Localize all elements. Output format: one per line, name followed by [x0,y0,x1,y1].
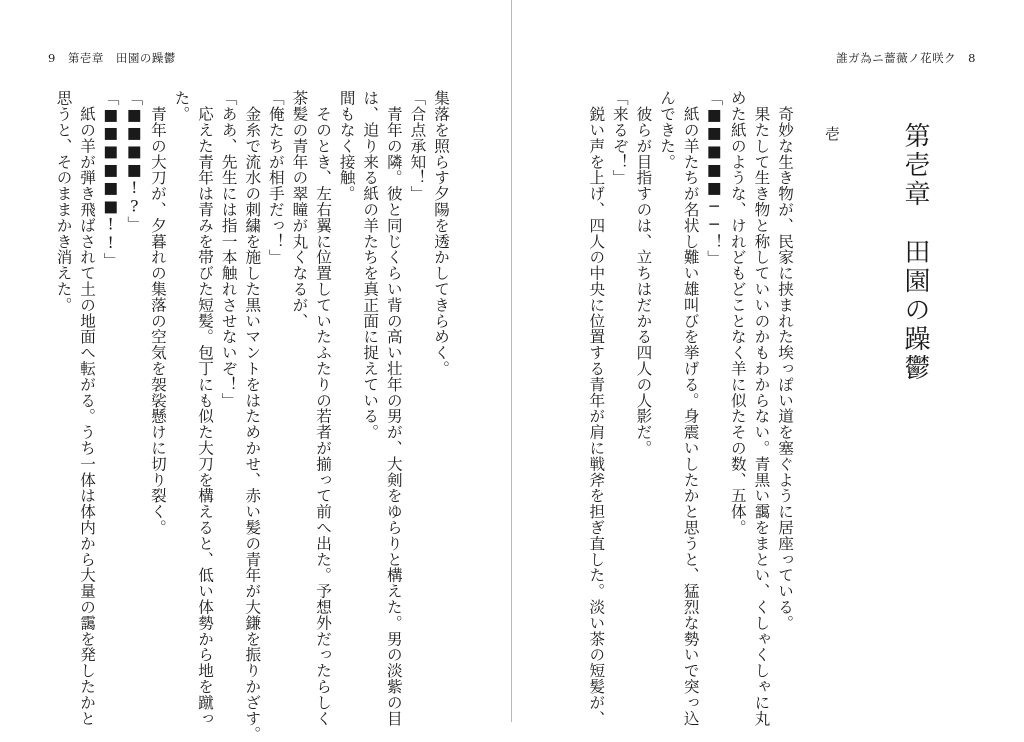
body-line: 「■■■■■──！」 [705,90,724,266]
body-line: 金糸で流水の刺繍を施した黒いマントをはためかせ、赤い髪の青年が大鎌を振りかざす。 [243,90,262,742]
body-line: 応えた青年は青みを帯びた短髪。包丁にも似た大刀を構えると、低い体勢から地を蹴っ [196,90,215,726]
left-page-chapter-header: 第壱章 田園の躁鬱 [67,51,176,65]
right-page-number: 8 [968,51,976,65]
left-page-body [54,90,452,742]
body-line: 果たして生き物と称していいのかもわからない。青黒い靄をまとい、くしゃくしゃに丸 [752,90,771,726]
chapter-title: 第壱章 田園の躁鬱 [900,122,930,383]
body-line: 彼らが目指すのは、立ちはだかる四人の人影だ。 [634,90,653,456]
body-line: 「来るぞ！」 [610,90,629,186]
body-line: 「合点承知！」 [408,90,427,202]
right-page-header [836,50,988,66]
body-line: 「■■■■!?」 [125,90,144,232]
right-page-book-title: 誰ガ為ニ薔薇ノ花咲ク [836,51,957,65]
left-page-header [36,50,176,66]
body-line: は、迫り来る紙の羊たちを真正面に捉えている。 [361,90,380,440]
body-line: 茶髪の青年の翠瞳が丸くなるが、 [290,90,309,329]
body-line: んできた。 [658,90,677,170]
body-line: 「ああ、先生には指一本触れさせないぞ！」 [219,90,238,408]
body-line: 間もなく接触。 [337,90,356,202]
body-line: 鋭い声を上げ、四人の中央に位置する青年が肩に戦斧を担ぎ直した。淡い茶の短髪が、 [587,90,606,726]
body-line: 奇妙な生き物が、民家に挟まれた埃っぽい道を塞ぐように居座っている。 [776,90,794,631]
left-page-number: 9 [48,51,56,65]
right-page [512,0,1024,726]
section-mark: 壱 [823,126,841,141]
body-line: 「■■■■■■!!」 [101,90,120,269]
body-line: 紙の羊が弾き飛ばされて土の地面へ転がる。うち一体は体内から大量の靄を発したかと [78,90,97,726]
body-line: 紙の羊たちが名状し難い雄叫びを挙げる。身震いしたかと思うと、猛烈な勢いで突っ込 [681,90,700,726]
body-line: めた紙のような、けれどもどことなく羊に似たその数、五体。 [728,90,747,536]
body-line: 集落を照らす夕陽を透かしてきらめく。 [432,90,450,377]
body-line: た。 [172,90,191,122]
body-line: 青年の大刀が、夕暮れの集落の空気を袈裟懸けに切り裂く。 [148,90,167,536]
right-page-body [584,90,796,726]
body-line: 思うと、そのままかき消えた。 [54,90,73,313]
body-line: そのとき、左右翼に位置していたふたりの若者が揃って前へ出た。予想外だったらしく [314,90,333,726]
body-line: 「俺たちが相手だっ！」 [266,90,285,265]
body-line: 青年の隣。彼と同じくらい背の高い壮年の男が、大剣をゆらりと構えた。男の淡紫の目 [384,90,403,726]
